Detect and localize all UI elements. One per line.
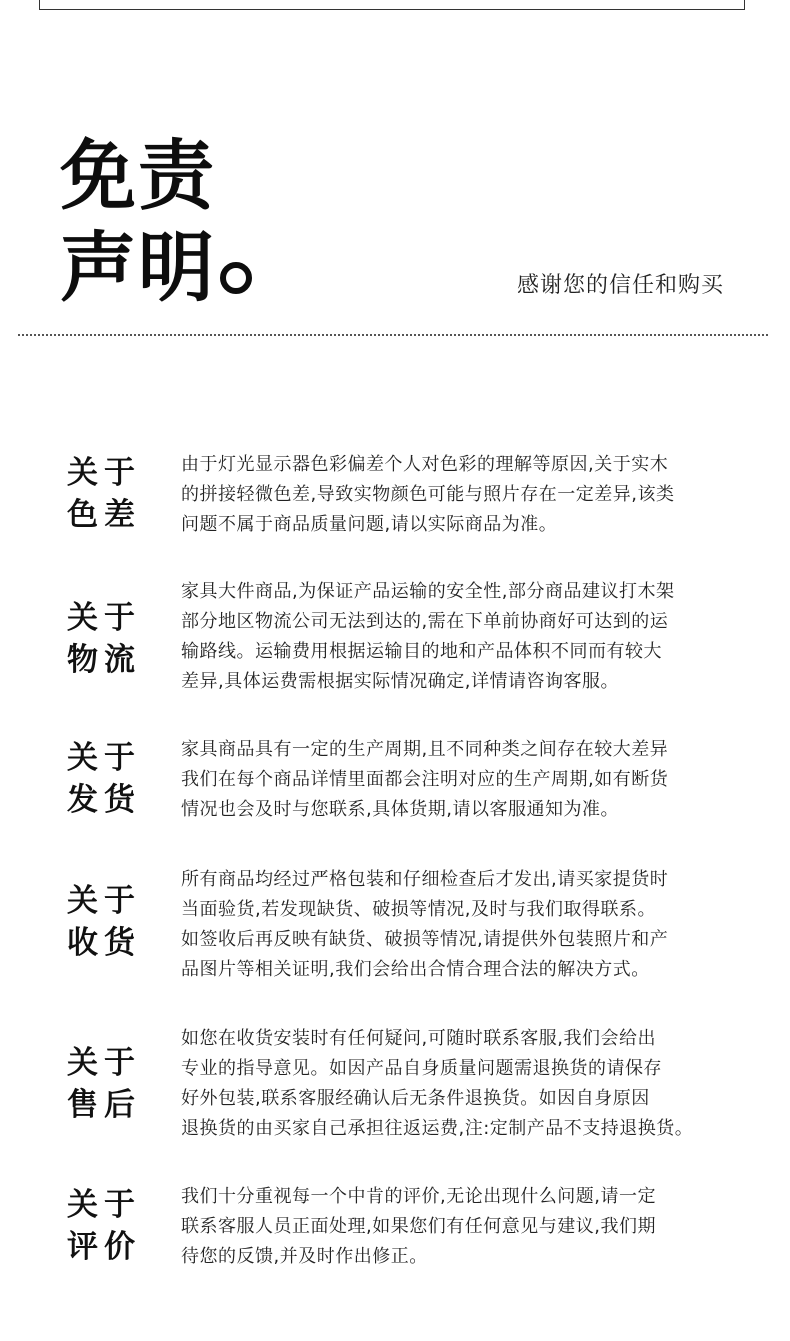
section-line: 所有商品均经过严格包装和仔细检查后才发出,请买家提货时 [181,869,669,890]
section-line: 专业的指导意见。如因产品自身质量问题需退换货的请保存 [181,1058,662,1079]
section-heading-line2: 售后 [67,1087,141,1123]
section-heading [67,597,141,681]
title-period-mark [220,262,252,294]
top-frame-border [39,0,745,10]
page-title-line2-text: 声明 [60,223,216,312]
section-line: 如您在收货安装时有任何疑问,可随时联系客服,我们会给出 [181,1028,656,1049]
section-body [181,577,771,697]
section-heading-line1: 关于 [67,883,141,919]
section-line: 联系客服人员正面处理,如果您们有任何意见与建议,我们期 [181,1216,656,1237]
section-line: 的拼接轻微色差,导致实物颜色可能与照片存在一定差异,该类 [181,484,675,505]
section-line: 我们在每个商品详情里面都会注明对应的生产周期,如有断货 [181,769,669,790]
section-heading-line2: 收货 [67,925,141,961]
section-line: 家具商品具有一定的生产周期,且不同种类之间存在较大差异 [181,739,669,760]
section-line: 输路线。运输费用根据运输目的地和产品体积不同而有较大 [181,641,662,662]
page-title-line2 [60,222,252,314]
section-line: 部分地区物流公司无法到达的,需在下单前协商好可达到的运 [181,611,669,632]
section-line: 当面验货,若发现缺货、破损等情况,及时与我们取得联系。 [181,899,656,920]
section-heading-line2: 色差 [67,497,141,533]
section-line: 由于灯光显示器色彩偏差个人对色彩的理解等原因,关于实木 [181,454,669,475]
section-heading [67,880,141,964]
section-heading [67,1184,141,1268]
section-heading [67,452,141,536]
section-heading-line2: 发货 [67,782,141,818]
section-line: 好外包装,联系客服经确认后无条件退换货。如因自身原因 [181,1088,650,1109]
page-subtitle: 感谢您的信任和购买 [516,273,724,298]
section-heading-line2: 物流 [67,642,141,678]
section-line: 差异,具体运费需根据实际情况确定,详情请咨询客服。 [181,671,619,692]
section-body [181,1024,771,1144]
section-heading-line2: 评价 [67,1229,141,1265]
section-line: 我们十分重视每一个中肯的评价,无论出现什么问题,请一定 [181,1186,656,1207]
section-heading-line1: 关于 [67,600,141,636]
section-body [181,1182,771,1272]
page-title-line1: 免责 [60,131,216,220]
section-line: 如签收后再反映有缺货、破损等情况,请提供外包装照片和产 [181,929,669,950]
page-title [60,130,252,314]
section-heading-line1: 关于 [67,455,141,491]
section-heading-line1: 关于 [67,1187,141,1223]
section-heading [67,737,141,821]
section-line: 待您的反馈,并及时作出修正。 [181,1246,428,1267]
section-heading [67,1042,141,1126]
dotted-divider [18,334,768,336]
section-line: 退换货的由买家自己承担往返运费,注:定制产品不支持退换货。 [181,1118,694,1139]
section-line: 问题不属于商品质量问题,请以实际商品为准。 [181,514,558,535]
section-body [181,865,771,985]
section-line: 品图片等相关证明,我们会给出合情合理合法的解决方式。 [181,959,650,980]
section-heading-line1: 关于 [67,1045,141,1081]
section-body [181,450,771,540]
section-body [181,735,771,825]
section-line: 家具大件商品,为保证产品运输的安全性,部分商品建议打木架 [181,581,675,602]
section-line: 情况也会及时与您联系,具体货期,请以客服通知为准。 [181,799,619,820]
section-heading-line1: 关于 [67,740,141,776]
